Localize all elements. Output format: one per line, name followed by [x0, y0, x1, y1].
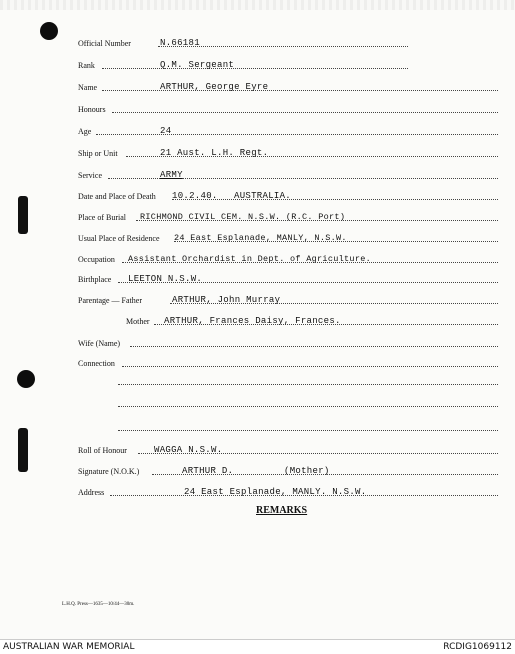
connection-line-4	[118, 430, 498, 431]
ship-or-unit-value: 21 Aust. L.H. Regt.	[160, 148, 269, 158]
mother-value: ARTHUR, Frances Daisy, Frances.	[164, 316, 341, 326]
clip-mark-upper	[18, 196, 28, 234]
archive-footer	[0, 639, 515, 654]
field-signature: Signature (N.O.K.) ARTHUR D. (Mother)	[78, 464, 498, 478]
punch-hole-top	[40, 22, 58, 40]
name-value: ARTHUR, George Eyre	[160, 82, 269, 92]
rank-value: Q.M. Sergeant	[160, 60, 235, 70]
field-ship-or-unit: Ship or Unit 21 Aust. L.H. Regt.	[78, 146, 498, 160]
printer-note: L.H.Q. Press—1635—10/44—30m.	[62, 602, 135, 607]
service-value: ARMY	[160, 170, 183, 180]
official-number-value: N.66181	[160, 38, 200, 48]
remarks-heading: REMARKS	[256, 505, 308, 516]
signature-relation: (Mother)	[284, 466, 330, 476]
burial-value: RICHMOND CIVIL CEM. N.S.W. (R.C. Port)	[140, 212, 346, 222]
field-father: Parentage — Father ARTHUR, John Murray	[78, 293, 498, 307]
clip-mark-lower	[18, 428, 28, 472]
field-address: Address 24 East Esplanade, MANLY. N.S.W.	[78, 485, 498, 499]
death-date-value: 10.2.40.	[172, 191, 218, 201]
address-value: 24 East Esplanade, MANLY. N.S.W.	[184, 487, 367, 497]
scan-edge	[0, 0, 515, 10]
age-value: 24	[160, 126, 172, 136]
occupation-value: Assistant Orchardist in Dept. of Agriculture.	[128, 254, 372, 264]
field-occupation: Occupation Assistant Orchardist in Dept. of Agriculture.	[78, 252, 498, 266]
field-residence: Usual Place of Residence 24 East Esplanade, MANLY, N.S.W.	[78, 231, 498, 245]
field-mother: Mother ARTHUR, Frances Daisy, Frances.	[126, 314, 498, 328]
field-birthplace: Birthplace LEETON N.S.W.	[78, 272, 498, 286]
field-official-number: Official Number N.66181	[78, 36, 408, 50]
father-value: ARTHUR, John Murray	[172, 295, 281, 305]
field-connection: Connection	[78, 356, 498, 370]
punch-hole-middle	[17, 370, 35, 388]
connection-line-2	[118, 384, 498, 385]
field-death: Date and Place of Death 10.2.40. AUSTRALIA.	[78, 189, 498, 203]
footer-institution: AUSTRALIAN WAR MEMORIAL	[3, 642, 135, 652]
field-name: Name ARTHUR, George Eyre	[78, 80, 498, 94]
field-burial: Place of Burial RICHMOND CIVIL CEM. N.S.W. (R.C. Port)	[78, 210, 498, 224]
footer-record-id: RCDIG1069112	[443, 642, 512, 652]
field-honours: Honours	[78, 102, 498, 116]
death-place-value: AUSTRALIA.	[234, 191, 292, 201]
field-rank: Rank Q.M. Sergeant	[78, 58, 408, 72]
birthplace-value: LEETON N.S.W.	[128, 274, 203, 284]
field-age: Age 24	[78, 124, 498, 138]
field-service: Service ARMY	[78, 168, 498, 182]
roll-of-honour-value: WAGGA N.S.W.	[154, 445, 223, 455]
connection-line-3	[118, 406, 498, 407]
field-roll-of-honour: Roll of Honour WAGGA N.S.W.	[78, 443, 498, 457]
field-wife: Wife (Name)	[78, 336, 498, 350]
residence-value: 24 East Esplanade, MANLY, N.S.W.	[174, 233, 347, 243]
signature-value: ARTHUR D.	[182, 466, 234, 476]
